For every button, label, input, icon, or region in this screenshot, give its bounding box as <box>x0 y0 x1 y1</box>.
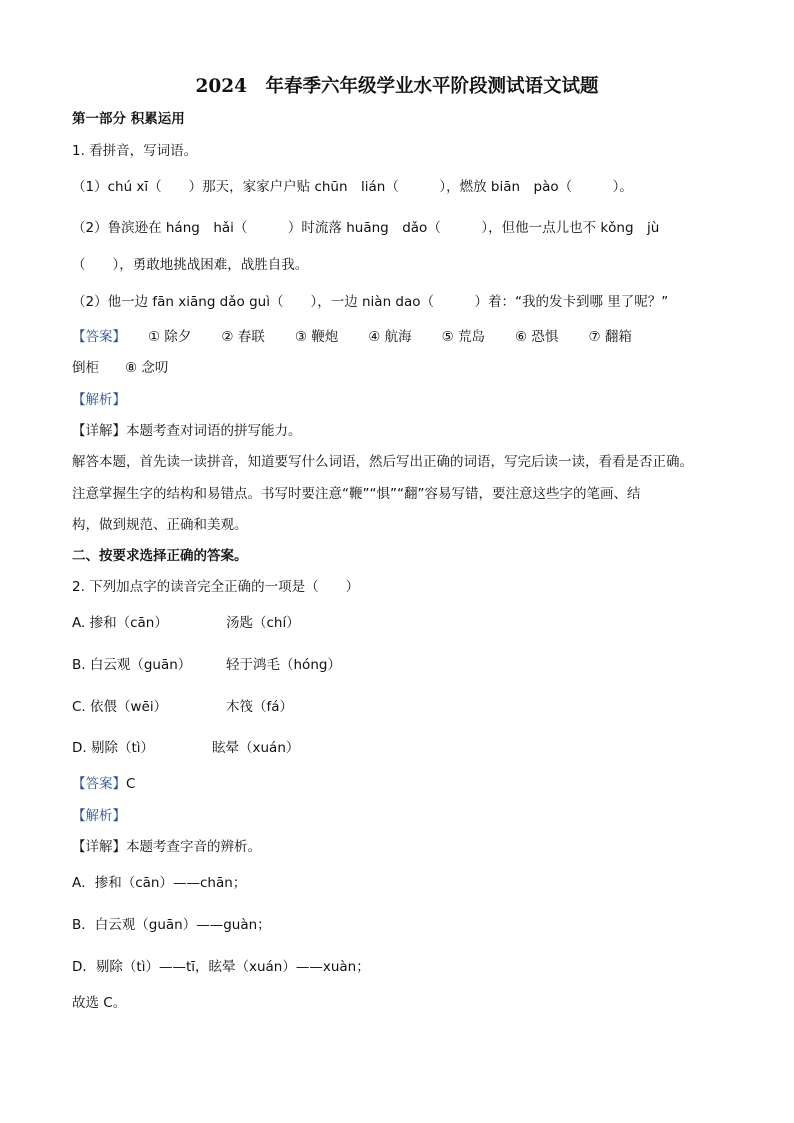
question-1-line-3: （ ），勇敢地挑战困难，战胜自我。 <box>72 257 309 273</box>
explanation-paragraph-2: 注意掌握生字的结构和易错点。书写时要注意“鞭”“惧”“翻”容易写错，要注意这些字的笔画、结 <box>72 486 641 502</box>
explanation-paragraph-3: 构，做到规范、正确和美观。 <box>72 517 248 533</box>
option-c-right: 木筏（fá） <box>226 699 294 715</box>
question-1-line-4: （2）他一边 fān xiāng dǎo guì（ ），一边 niàn dao（ ）着：“我的发卡到哪 里了呢？” <box>72 294 669 310</box>
explanation-d: D．剔除（tì）——tī，眩晕（xuán）——xuàn； <box>72 959 370 975</box>
option-d <box>72 739 299 757</box>
detail-label: 【详解】 <box>72 839 126 855</box>
answer-label: 【答案】 <box>72 776 126 792</box>
answer-item-continued: 倒柜 <box>72 360 99 376</box>
option-b-right: 轻于鸿毛（hóng） <box>226 657 341 673</box>
analysis-label: 【解析】 <box>72 392 126 408</box>
detail-text: 本题考查对词语的拼写能力。 <box>126 423 302 439</box>
question-1-answer-row-2 <box>72 359 168 377</box>
question-1-line-1: （1）chú xī（ ）那天，家家户户贴 chūn lián（ ），燃放 biān pào（ ）。 <box>72 179 633 195</box>
answer-label: 【答案】 <box>72 329 126 345</box>
conclusion: 故选 C。 <box>72 995 127 1011</box>
option-b <box>72 656 341 674</box>
option-c-left: C. 依偎（wēi） <box>72 699 168 715</box>
explanation-b: B．白云观（guān）——guàn； <box>72 917 271 933</box>
option-d-right: 眩晕（xuán） <box>212 740 300 756</box>
answer-item: ⑦ 翻箱 <box>588 329 632 345</box>
detail-text: 本题考查字音的辨析。 <box>126 839 261 855</box>
option-c <box>72 698 293 716</box>
explanation-paragraph-1: 解答本题，首先读一读拼音，知道要写什么词语，然后写出正确的词语，写完后读一读，看看是否正确。 <box>72 454 693 470</box>
option-a-left: A. 掺和（cān） <box>72 615 168 631</box>
answer-item: ⑧ 念叨 <box>125 360 169 376</box>
detail-line <box>72 838 261 856</box>
detail-label: 【详解】 <box>72 423 126 439</box>
detail-line <box>72 422 302 440</box>
page-title: 2024 年春季六年级学业水平阶段测试语文试题 <box>195 76 599 97</box>
question-1-stem: 1. 看拼音，写词语。 <box>72 143 198 159</box>
section-heading-1: 第一部分 积累运用 <box>72 111 185 127</box>
question-2-answer-row <box>72 775 135 793</box>
answer-item: ② 春联 <box>221 329 265 345</box>
explanation-a: A．掺和（cān）——chān； <box>72 875 247 891</box>
option-a <box>72 614 300 632</box>
answer-item: ④ 航海 <box>368 329 412 345</box>
analysis-label: 【解析】 <box>72 808 126 824</box>
question-2-stem: 2. 下列加点字的读音完全正确的一项是（ ） <box>72 579 360 595</box>
option-b-left: B. 白云观（guān） <box>72 657 192 673</box>
answer-item: ⑥ 恐惧 <box>515 329 559 345</box>
question-1-line-2: （2）鲁滨逊在 háng hǎi（ ）时流落 huāng dǎo（ ），但他一点儿也不 kǒng jù <box>72 220 660 236</box>
answer-value: C <box>126 776 136 792</box>
section-heading-2: 二、按要求选择正确的答案。 <box>72 548 248 564</box>
option-a-right: 汤匙（chí） <box>226 615 300 631</box>
question-1-answer-row <box>72 328 632 346</box>
answer-item: ③ 鞭炮 <box>294 329 339 345</box>
answer-item: ① 除夕 <box>148 329 192 345</box>
option-d-left: D. 剔除（tì） <box>72 740 155 756</box>
answer-item: ⑤ 荒岛 <box>441 329 486 345</box>
